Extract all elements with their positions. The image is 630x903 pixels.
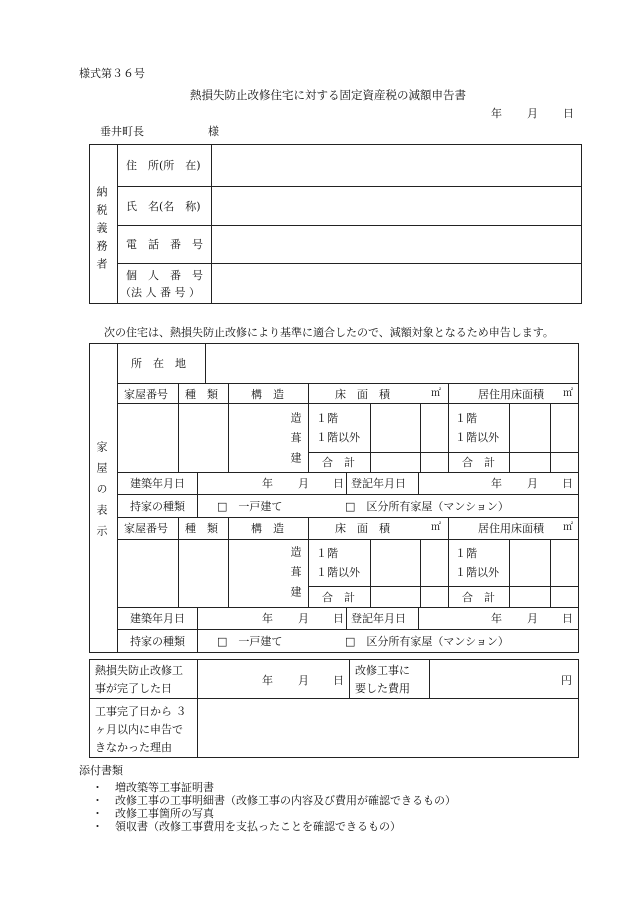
phone-label: 電 話 番 号 <box>126 238 203 251</box>
res-floor-other-label: １階以外 <box>455 566 499 579</box>
reason-label-2: ヶ月以内に申告で <box>95 723 183 736</box>
list-bullet: ・ <box>92 794 103 807</box>
ownership-label: 持家の種類 <box>130 635 185 648</box>
reg-day: 日 <box>562 612 573 625</box>
reason-label-3: きなかった理由 <box>95 741 172 754</box>
floor-other-label: １階以外 <box>316 431 360 444</box>
floor-other-label: １階以外 <box>316 566 360 579</box>
built-month: 月 <box>298 477 309 490</box>
reg-date-label: 登記年月日 <box>351 612 406 625</box>
house-group-label: 家屋の表示 <box>95 441 108 546</box>
floor-1-label: １階 <box>316 547 338 560</box>
cost-label: 改修工事に <box>355 664 410 677</box>
built-day: 日 <box>333 612 344 625</box>
house-no-header: 家屋番号 <box>124 388 168 401</box>
res-total-label: 合 計 <box>462 591 495 604</box>
unit-sqm: ㎡ <box>431 522 441 533</box>
res-total-label: 合 計 <box>462 456 495 469</box>
page-title: 熱損失防止改修住宅に対する固定資産税の減額申告書 <box>190 88 466 102</box>
list-item: 領収書（改修工事費用を支払ったことを確認できるもの） <box>115 820 401 833</box>
reg-month: 月 <box>527 477 538 490</box>
built-date-label: 建築年月日 <box>130 477 185 490</box>
completed-year: 年 <box>262 674 273 687</box>
res-floor-other-label: １階以外 <box>455 431 499 444</box>
completed-date-label-2: 事が完了した日 <box>95 682 172 695</box>
type-header: 種 類 <box>185 522 218 535</box>
residential-area-header: 居住用床面積 <box>478 522 544 535</box>
roof-label: 造葺建 <box>289 546 302 606</box>
unit-sqm: ㎡ <box>563 522 573 533</box>
residential-area-header: 居住用床面積 <box>478 388 544 401</box>
unit-sqm: ㎡ <box>563 388 573 399</box>
floor-area-header: 床 面 積 <box>335 522 390 535</box>
cost-unit: 円 <box>561 674 572 687</box>
phone-field[interactable] <box>212 226 581 263</box>
addressee: 垂井町長 <box>100 125 144 138</box>
list-item: 改修工事箇所の写真 <box>115 807 214 820</box>
list-item: 改修工事の工事明細書（改修工事の内容及び費用が確認できるもの） <box>115 794 456 807</box>
built-day: 日 <box>333 477 344 490</box>
reg-day: 日 <box>562 477 573 490</box>
res-floor-1-label: １階 <box>455 547 477 560</box>
res-floor-1-label: １階 <box>455 412 477 425</box>
structure-header: 構 造 <box>251 388 284 401</box>
date-month-label: 月 <box>527 107 538 120</box>
built-year: 年 <box>262 612 273 625</box>
statement: 次の住宅は、熱損失防止改修により基準に適合したので、減額対象となるため申告します。 <box>104 326 554 339</box>
list-bullet: ・ <box>92 807 103 820</box>
option-detached[interactable]: □ 一戸建て <box>217 500 283 513</box>
completed-month: 月 <box>298 674 309 687</box>
form-number: 様式第３６号 <box>79 67 145 80</box>
personal-number-label: 個 人 番 号 <box>126 269 203 282</box>
name-field[interactable] <box>212 187 581 225</box>
list-bullet: ・ <box>92 781 103 794</box>
total-label: 合 計 <box>322 591 355 604</box>
reg-year: 年 <box>491 477 502 490</box>
floor-1-label: １階 <box>316 412 338 425</box>
address-label: 住 所(所 在) <box>126 159 201 172</box>
type-header: 種 類 <box>185 388 218 401</box>
floor-area-header: 床 面 積 <box>335 388 390 401</box>
reason-label: 工事完了日から ３ <box>95 705 187 718</box>
taxpayer-group-label: 納税義務者 <box>95 186 108 276</box>
address-field[interactable] <box>212 145 581 186</box>
list-bullet: ・ <box>92 820 103 833</box>
reg-year: 年 <box>491 612 502 625</box>
built-month: 月 <box>298 612 309 625</box>
built-date-label: 建築年月日 <box>130 612 185 625</box>
completed-date-label: 熱損失防止改修工 <box>95 664 183 677</box>
date-year-label: 年 <box>491 107 502 120</box>
location-label: 所 在 地 <box>131 357 186 370</box>
location-field[interactable] <box>206 344 578 383</box>
option-condo[interactable]: □ 区分所有家屋（マンション） <box>345 500 509 513</box>
unit-sqm: ㎡ <box>431 388 441 399</box>
built-year: 年 <box>262 477 273 490</box>
completed-day: 日 <box>333 674 344 687</box>
total-label: 合 計 <box>322 456 355 469</box>
corporate-number-label: （法 人 番 号 ） <box>120 286 200 299</box>
structure-header: 構 造 <box>251 522 284 535</box>
option-detached[interactable]: □ 一戸建て <box>217 635 283 648</box>
roof-label: 造葺建 <box>289 412 302 472</box>
personal-number-field[interactable] <box>212 264 581 303</box>
cost-field[interactable] <box>430 660 556 698</box>
cost-label-2: 要した費用 <box>355 682 410 695</box>
reg-date-label: 登記年月日 <box>351 477 406 490</box>
reg-month: 月 <box>527 612 538 625</box>
name-label: 氏 名(名 称) <box>126 200 201 213</box>
reason-field[interactable] <box>198 699 578 757</box>
date-day-label: 日 <box>563 107 574 120</box>
ownership-label: 持家の種類 <box>130 500 185 513</box>
list-item: 増改築等工事証明書 <box>115 781 214 794</box>
option-condo[interactable]: □ 区分所有家屋（マンション） <box>345 635 509 648</box>
honorific: 様 <box>208 125 219 138</box>
house-no-header: 家屋番号 <box>124 522 168 535</box>
attachments-title: 添付書類 <box>79 764 123 777</box>
